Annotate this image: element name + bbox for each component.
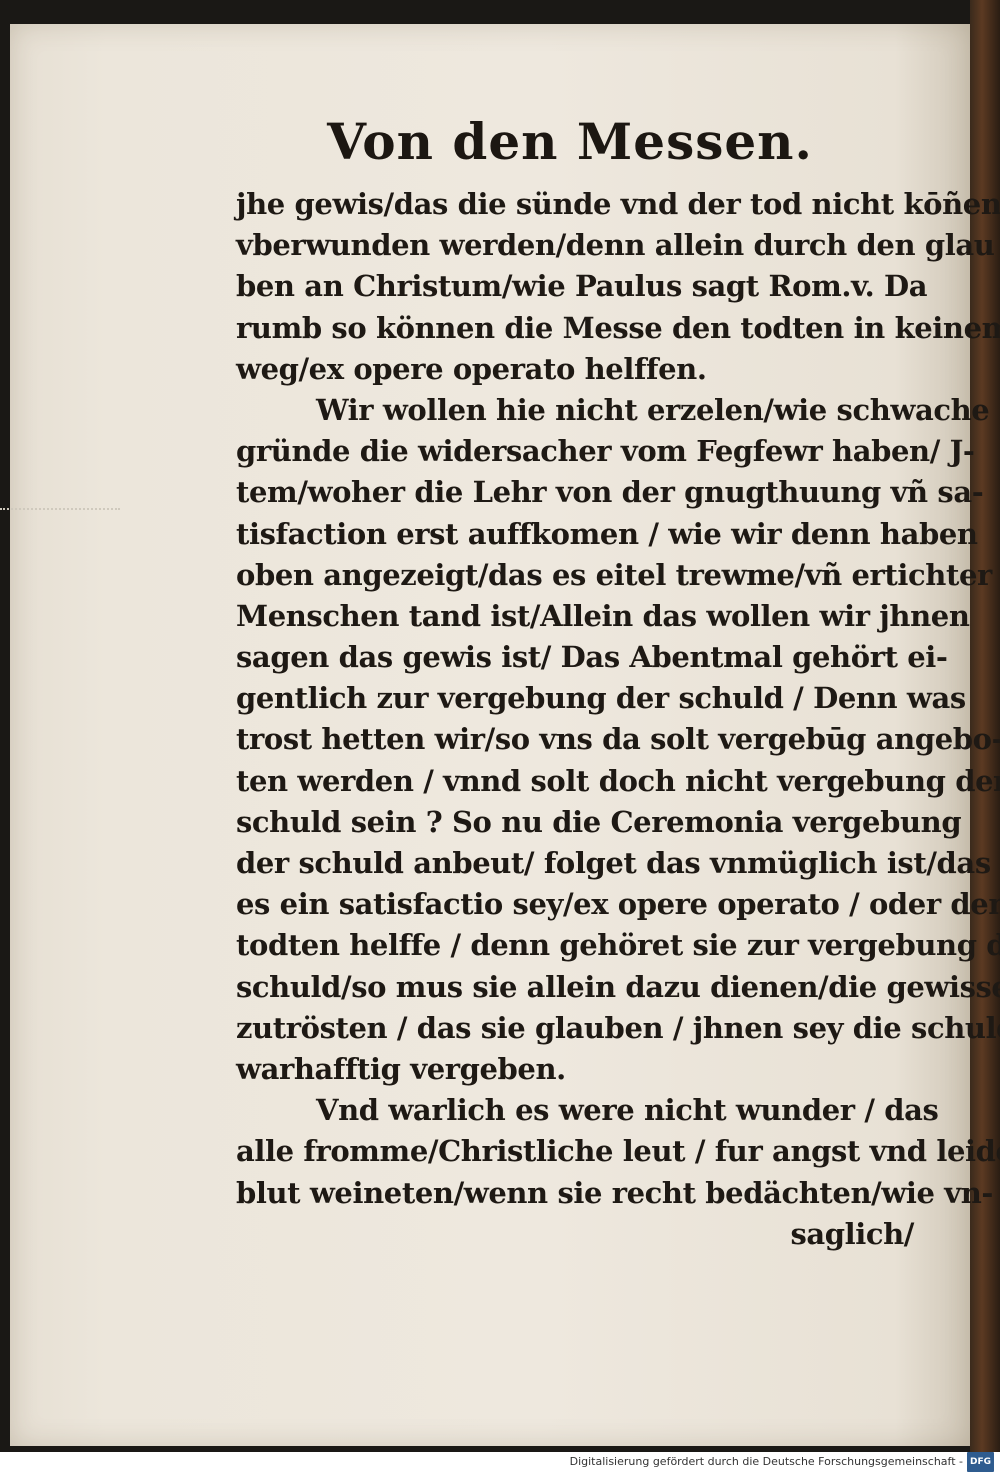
text-line: tisfaction erst auffkomen / wie wir denn haben (236, 514, 936, 555)
text-line: trost hetten wir/so vns da solt vergebūg angebo- (236, 719, 936, 760)
text-line: blut weineten/wenn sie recht bedächten/wie vn- (236, 1173, 936, 1214)
text-line: ben an Christum/wie Paulus sagt Rom.v. Da (236, 266, 936, 307)
paragraph-start-line: Vnd warlich es were nicht wunder / das (236, 1090, 936, 1131)
body-text (236, 184, 936, 1255)
text-line: schuld/so mus sie allein dazu dienen/die gewissen (236, 967, 936, 1008)
text-line: oben angezeigt/das es eitel trewme/vñ ertichter (236, 555, 936, 596)
text-line: zutrösten / das sie glauben / jhnen sey die schuld (236, 1008, 936, 1049)
text-line: alle fromme/Christliche leut / fur angst vnd leide (236, 1131, 936, 1172)
text-line: vberwunden werden/denn allein durch den glau (236, 225, 936, 266)
text-line: der schuld anbeut/ folget das vnmüglich ist/das (236, 843, 936, 884)
text-line: warhafftig vergeben. (236, 1049, 936, 1090)
text-line: gründe die widersacher vom Fegfewr haben/ J- (236, 431, 936, 472)
text-line: schuld sein ? So nu die Ceremonia vergebung (236, 802, 936, 843)
text-line: rumb so können die Messe den todten in keinem (236, 308, 936, 349)
text-line: jhe gewis/das die sünde vnd der tod nicht kōñen (236, 184, 936, 225)
text-line: tem/woher die Lehr von der gnugthuung vñ sa- (236, 472, 936, 513)
running-head: Von den Messen. (0, 112, 1000, 171)
text-line: gentlich zur vergebung der schuld / Denn was (236, 678, 936, 719)
text-line: todten helffe / denn gehöret sie zur vergebung der (236, 925, 936, 966)
text-line: Menschen tand ist/Allein das wollen wir jhnen (236, 596, 936, 637)
credit-text: Digitalisierung gefördert durch die Deutsche Forschungsgemeinschaft - (570, 1455, 967, 1468)
text-line: weg/ex opere operato helffen. (236, 349, 936, 390)
text-line: sagen das gewis ist/ Das Abentmal gehört ei- (236, 637, 936, 678)
text-line: es ein satisfactio sey/ex opere operato / oder den (236, 884, 936, 925)
digitization-credit (0, 1452, 1000, 1470)
page-edge-marks (0, 508, 120, 512)
catchword: saglich/ (236, 1214, 936, 1255)
paragraph-start-line: Wir wollen hie nicht erzelen/wie schwache (236, 390, 936, 431)
dfg-logo: DFG (967, 1452, 994, 1472)
text-line: ten werden / vnnd solt doch nicht vergebung der (236, 761, 936, 802)
